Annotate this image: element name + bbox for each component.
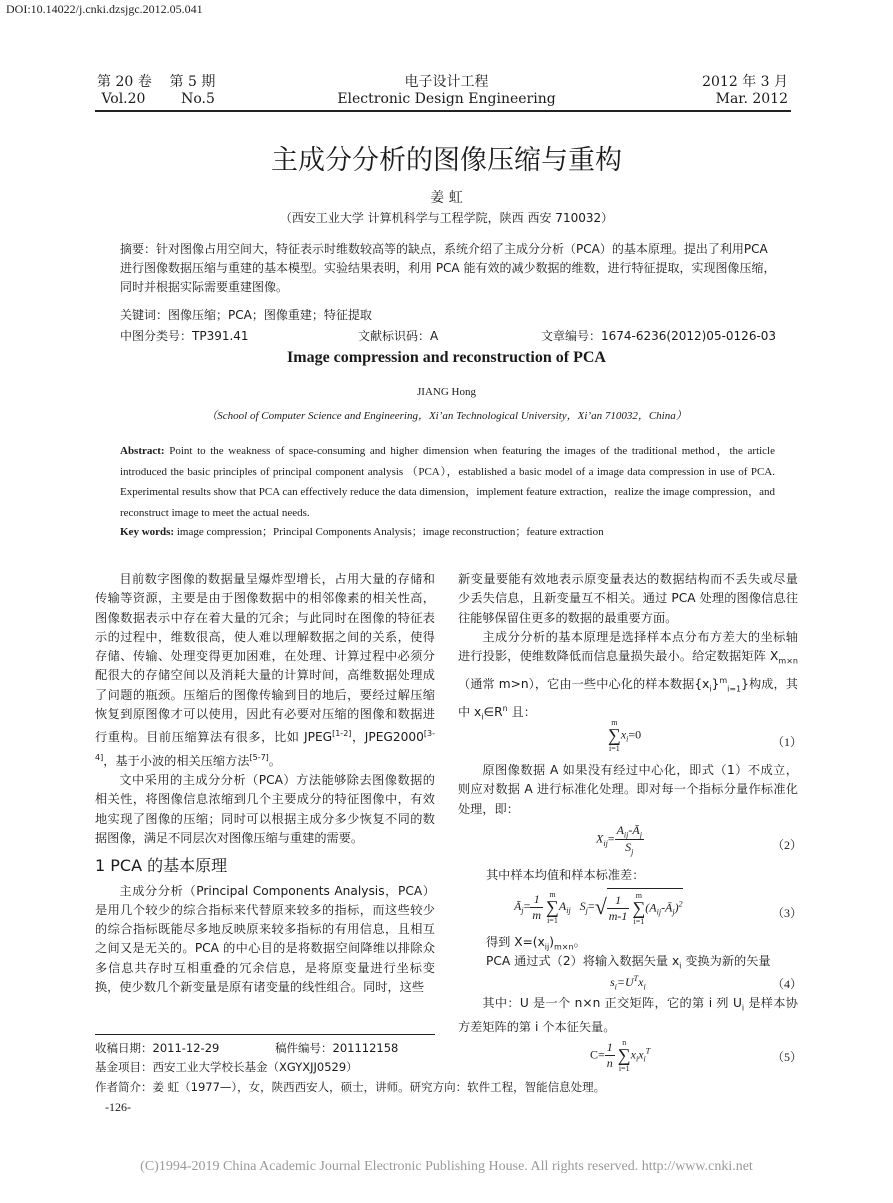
equation-4: $s_i=U^Tx_i$ [610, 974, 646, 992]
right-paragraph-3: 原图像数据 A 如果没有经过中心化，即式（1）不成立，则应对数据 A 进行标准化处理。即对每一个指标分量作标准化处理，即： [458, 763, 798, 816]
footnote-manuscript-number: 稿件编号：201112158 [275, 1041, 399, 1055]
header-rule [95, 110, 791, 112]
keywords-en [120, 523, 604, 539]
equation-5: C= $\frac{1}{n}$ n ∑ i=1 $x_ix_i^T$ [590, 1038, 651, 1073]
intro-paragraph-2: 文中采用的主成分分析（PCA）方法能够除去图像数据的相关性，将图像信息浓缩到几个主要成分的特征图像中，有效地实现了图像的压缩；同时可以根据主成分多少恢复不同的数据图像，满足不同层次对图像压缩与重建的需要。 [95, 773, 435, 845]
abstract-en [120, 441, 775, 523]
footnote-bio: 作者简介：姜 虹（1977—），女，陕西西安人，硕士，讲师。研究方向：软件工程，智能信息处理。 [95, 1080, 606, 1094]
right-paragraph-2: 主成分分析的基本原理是选择样本点分布方差大的坐标轴进行投影，使维数降低而信息量损失最小。给定数据矩阵 $X_{m\times n}$（通常 m>n），它由一些中心化的样本数据$\{x_i\}^m_{i=1}$}构成，其中 $x_i\in R^n$ 且： [458, 629, 798, 722]
article-number: 文章编号：1674-6236(2012)05-0126-03 [541, 329, 777, 343]
ref-jpeg2000: [3-4] [95, 729, 435, 762]
date-en: Mar. 2012 [715, 91, 788, 107]
issue-cn: 第 5 期 [169, 74, 216, 90]
ref-jpeg: [1-2] [332, 729, 352, 739]
equation-1: m ∑ i=1 $x_i=0$ [608, 718, 642, 753]
right-paragraph-4: 其中样本均值和样本标准差： [486, 868, 645, 882]
footnote-fund: 基金项目：西安工业大学校长基金（XGYXJJ0529） [95, 1060, 358, 1074]
section-1-heading: 1 PCA 的基本原理 [95, 856, 228, 876]
right-paragraph-7: 其中：U 是一个 n×n 正交矩阵，它的第 i 列 $U_i$ 是样本协方差矩阵的第 i 个本征矢量。 [458, 996, 798, 1034]
abstract-en-label: Abstract: [120, 445, 165, 457]
keywords-en-label: Key words: [120, 526, 175, 538]
paper-title-en: Image compression and reconstruction of PCA [287, 349, 606, 366]
equation-2: $X_{ij}=$ $\frac{A_{ij}-Ā_j}{S_j}$ [596, 823, 642, 857]
volume-cn: 第 20 卷 [97, 74, 152, 90]
right-column [458, 570, 798, 727]
page-number: -126- [105, 1100, 131, 1114]
doi-line: DOI:10.14022/j.cnki.dzsjgc.2012.05.041 [6, 2, 203, 16]
header-date [702, 74, 788, 108]
abstract-en-text: Point to the weakness of space-consuming and higher dimension when featuring the images of the traditional method，the article introduced the basic principles of principal component analysis （PCA），established a basic model of a image data compression in use of PCA. Experimental results show that PCA can effectively reduce the data dimension，implement feature extraction，realize the image compression，and reconstruct image to meet the actual needs. [120, 445, 775, 519]
copyright-notice: (C)1994-2019 China Academic Journal Electronic Publishing House. All rights reserved. http://www.cnki.net [140, 1159, 753, 1174]
right-paragraph-7-wrap [458, 994, 798, 1037]
document-code: 文献标识码：A [358, 329, 439, 343]
footnote-received: 收稿日期：2011-12-29 [95, 1041, 220, 1055]
paper-affiliation: （西安工业大学 计算机科学与工程学院，陕西 西安 710032） [279, 211, 614, 225]
equation-3-number: （3） [772, 906, 803, 920]
paper-author-en: JIANG Hong [417, 386, 476, 398]
right-paragraph-3-wrap [458, 761, 798, 819]
journal-cn: 电子设计工程 [404, 74, 489, 90]
paper-author: 姜 虹 [430, 190, 463, 206]
journal-en: Electronic Design Engineering [337, 91, 556, 107]
paper-title: 主成分分析的图像压缩与重构 [271, 145, 622, 176]
abstract-cn: 摘要：针对图像占用空间大，特征表示时维数较高等的缺点，系统介绍了主成分分析（PCA）的基本原理。提出了利用PCA 进行图像数据压缩与重建的基本模型。实验结果表明，利用 PCA 能有效的减少数据的维数，进行特征提取，实现图像压缩，同时并根据实际需要重建图像。 [120, 242, 776, 294]
equation-1-number: （1） [772, 735, 803, 749]
paper-affiliation-en: （School of Computer Science and Engineering，Xi’an Technological University，Xi’an 710032，China） [206, 410, 687, 422]
keywords-cn: 关键词：图像压缩；PCA；图像重建；特征提取 [120, 308, 372, 322]
section-1-paragraph: 主成分分析（Principal Components Analysis，PCA）是用几个较少的综合指标来代替原来较多的指标，而这些较少的综合指标既能尽多地反映原来较多指标的有用信息，且相互之间又是无关的。PCA 的中心目的是将数据空间降维以排除众多信息共存时互相重叠的冗余信息，是将原变量进行坐标变换，使少数几个新变量是原有诸变量的线性组合。同时，这些 [95, 883, 435, 995]
right-paragraph-1: 新变量要能有效地表示原变量表达的数据结构而不丢失或尽量少丢失信息，且新变量互不相关。通过 PCA 处理的图像信息往往能够保留住更多的数据的最重要方面。 [458, 572, 798, 625]
keywords-en-text: image compression；Principal Components Analysis；image reconstruction；feature extraction [176, 526, 604, 538]
equation-2-number: （2） [772, 838, 803, 852]
issue-en: No.5 [181, 91, 215, 107]
footnote-rule [95, 1034, 435, 1035]
intro-paragraph-1: 目前数字图像的数据量呈爆炸型增长，占用大量的存储和传输等资源，主要是由于图像数据中的相邻像素的相关性高，图像数据表示中存在着大量的冗余；与此同时在图像的特征表示的过程中，维数很高，使人难以理解数据之间的关系，使得存储、传输、处理变得更加困难，在处理、计算过程中必须分配很大的存储空间以及消耗大量的计算时间，高维数据处理成了问题的瓶颈。压缩后的图像传输到目的地后，要经过解压缩恢复到原图像才可以使用，因此有必要对压缩的图像和数据进行重构。目前压缩算法有很多，比如 JPEG[1-2]，JPEG2000[3-4]，基于小波的相关压缩方法[5-7]。 [95, 572, 435, 768]
equation-3: $Ā_j=$ $\frac{1}{m}$ m ∑ i=1 $A_{ij}$ $S_j=√$ $\frac{1}{m-1}$ m ∑ i=1 $(A_{ij}-Ā_j)^2$ [514, 889, 683, 926]
equation-5-number: （5） [772, 1050, 803, 1064]
ref-wavelet: [5-7] [249, 752, 269, 762]
left-column [95, 570, 435, 997]
classification-number: 中图分类号：TP391.41 [120, 329, 249, 343]
volume-en: Vol.20 [101, 91, 146, 107]
equation-4-number: （4） [772, 977, 803, 991]
right-paragraph-5: 得到 $X=(x_{ij})_{m\times n}$。 [486, 935, 586, 952]
date-cn: 2012 年 3 月 [702, 74, 788, 90]
right-paragraph-6: PCA 通过式（2）将输入数据矢量 $x_i$ 变换为新的矢量 [486, 954, 771, 971]
